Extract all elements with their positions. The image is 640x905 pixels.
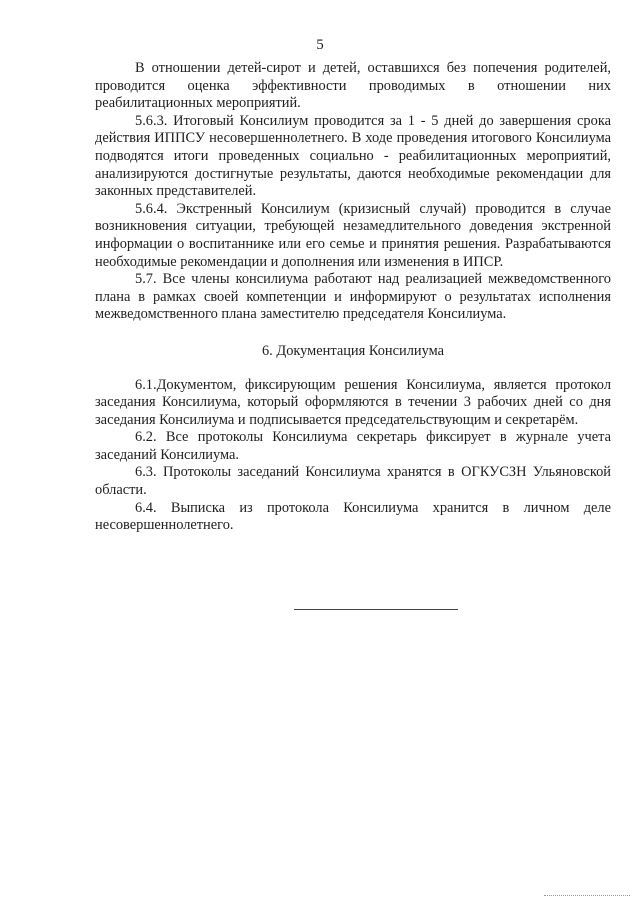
paragraph-5-6-4: 5.6.4. Экстренный Консилиум (кризисный случай) проводится в случае возникновения ситуации, требующей незамедлительного доведения экстренной информации о воспитаннике или его семье и принятия решения. Разрабатываются необходимые рекомендации и дополнения или изменения в ИПСР.	[95, 200, 611, 270]
page-number: 5	[316, 37, 324, 53]
paragraph-5-6-3: 5.6.3. Итоговый Консилиум проводится за 1 - 5 дней до завершения срока действия ИППСУ несовершеннолетнего. В ходе проведения итогового Консилиума подводятся итоги проведенных социально - реабилитационных мероприятий, анализируются достигнутые результаты, даются необходимые рекомендации для законных представителей.	[95, 112, 611, 200]
end-divider-line	[294, 609, 458, 610]
paragraph-6-1: 6.1.Документом, фиксирующим решения Консилиума, является протокол заседания Консилиума, который оформляются в течении 3 рабочих дней со дня заседания Консилиума и подписывается председательствующим и секретарём.	[95, 376, 611, 428]
paragraph-6-4: 6.4. Выписка из протокола Консилиума хранится в личном деле несовершеннолетнего.	[95, 499, 611, 534]
document-body	[95, 60, 611, 535]
scan-edge-mark	[544, 895, 630, 896]
paragraph-5-7: 5.7. Все члены консилиума работают над реализацией межведомственного плана в рамках своей компетенции и информируют о результатах исполнения межведомственного плана заместителю председателя Консилиума.	[95, 271, 611, 323]
paragraph-orphans-evaluation: В отношении детей-сирот и детей, оставшихся без попечения родителей, проводится оценка эффективности проводимых в отношении них реабилитационных мероприятий.	[95, 60, 611, 112]
paragraph-6-2: 6.2. Все протоколы Консилиума секретарь фиксирует в журнале учета заседаний Консилиума.	[95, 429, 611, 463]
section-heading: 6. Документация Консилиума	[261, 342, 444, 359]
paragraph-6-3: 6.3. Протоколы заседаний Консилиума хранятся в ОГКУСЗН Ульяновской области.	[95, 464, 611, 499]
